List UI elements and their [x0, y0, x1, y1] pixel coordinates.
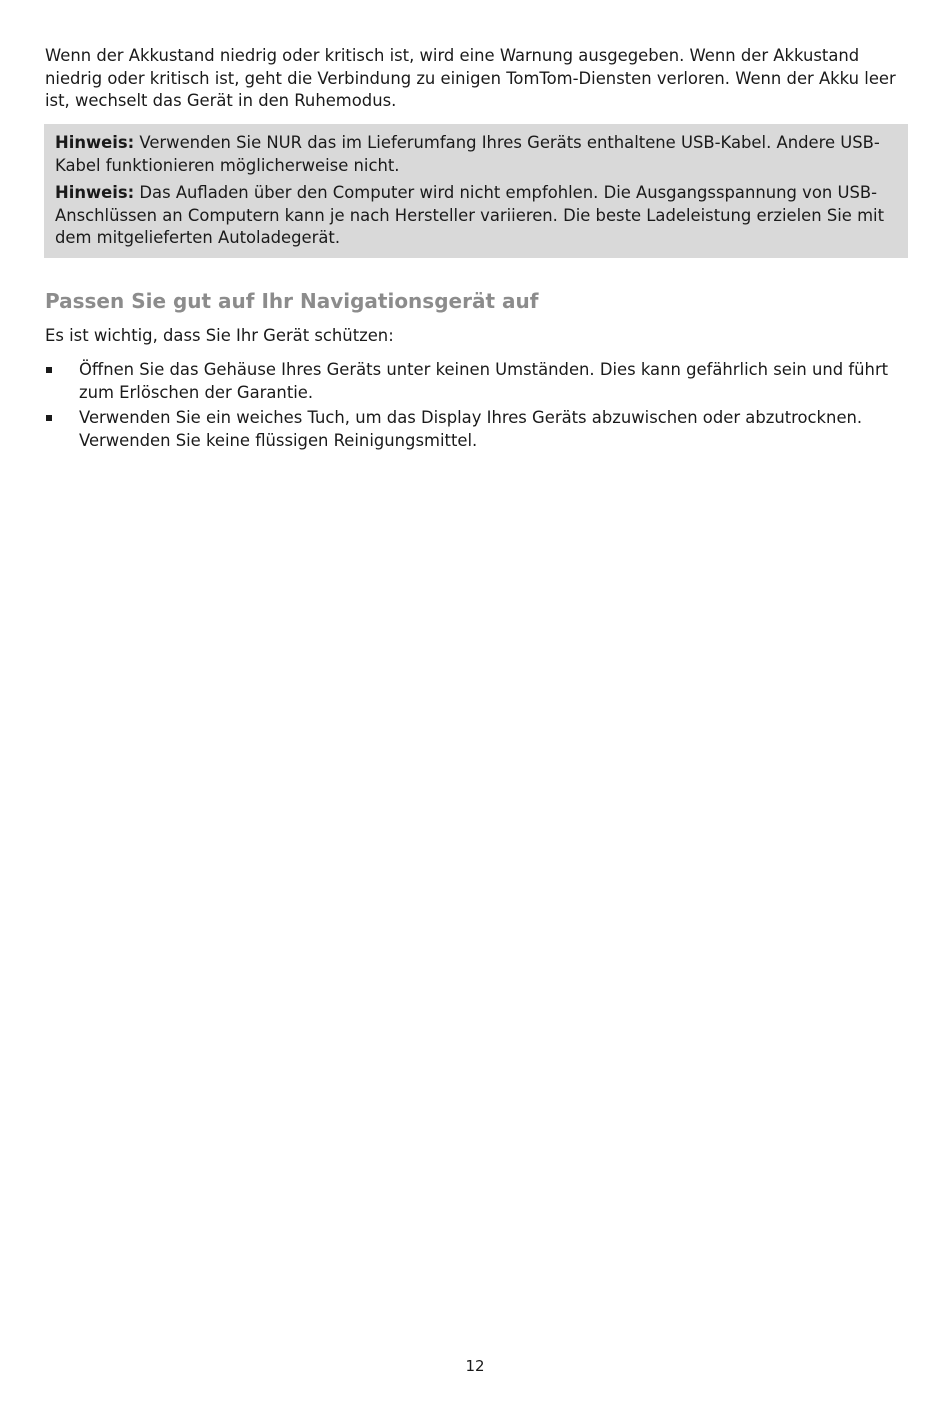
section-lead: Es ist wichtig, dass Sie Ihr Gerät schützen:	[45, 326, 394, 345]
note-1-label: Hinweis:	[55, 133, 135, 152]
bullet-list	[45, 359, 907, 455]
section-heading: Passen Sie gut auf Ihr Navigationsgerät auf	[45, 289, 539, 313]
note-box	[44, 124, 908, 258]
page-number: 12	[465, 1357, 485, 1375]
note-1-text: Verwenden Sie NUR das im Lieferumfang Ihres Geräts enthaltene USB-Kabel. Andere USB-Kabel funktionieren möglicherweise nicht.	[55, 133, 880, 175]
note-2-text: Das Aufladen über den Computer wird nicht empfohlen. Die Ausgangsspannung von USB-Anschlüssen an Computern kann je nach Hersteller variieren. Die beste Ladeleistung erzielen Sie mit dem mitgelieferten Autoladegerät.	[55, 183, 885, 247]
intro-paragraph: Wenn der Akkustand niedrig oder kritisch ist, wird eine Warnung ausgegeben. Wenn der Akkustand niedrig oder kritisch ist, geht die Verbindung zu einigen TomTom-Diensten verloren. Wenn der Akku leer ist, wechselt das Gerät in den Ruhemodus.	[45, 46, 896, 110]
note-2-label: Hinweis:	[55, 183, 135, 202]
list-item	[45, 359, 907, 404]
list-item-text: Öffnen Sie das Gehäuse Ihres Geräts unter keinen Umständen. Dies kann gefährlich sein und führt zum Erlöschen der Garantie.	[79, 360, 889, 402]
note-2	[55, 182, 897, 250]
square-bullet-icon	[46, 415, 52, 421]
list-item	[45, 407, 907, 452]
square-bullet-icon	[46, 367, 52, 373]
list-item-text: Verwenden Sie ein weiches Tuch, um das Display Ihres Geräts abzuwischen oder abzutrocknen. Verwenden Sie keine flüssigen Reinigungsmittel.	[79, 408, 863, 450]
note-1	[55, 132, 897, 177]
